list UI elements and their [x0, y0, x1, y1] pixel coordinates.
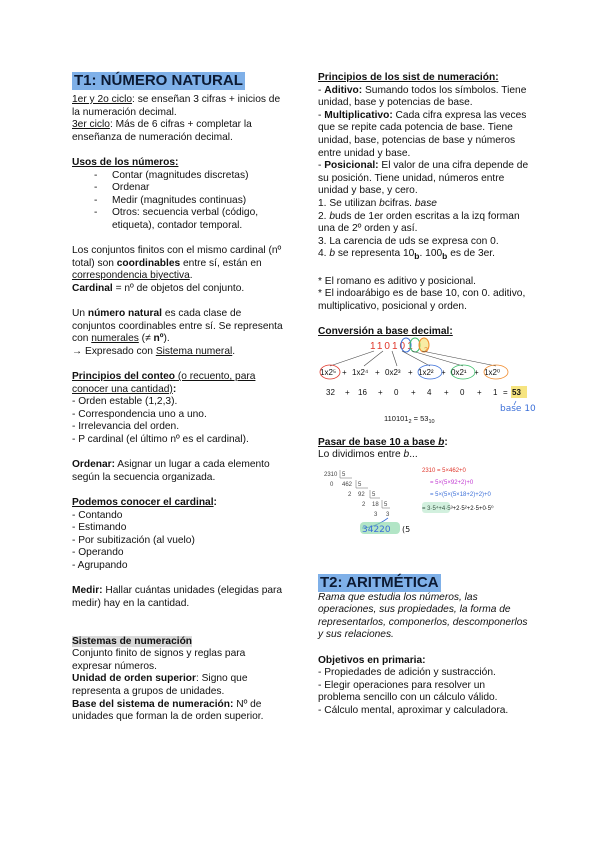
- pasar-heading: [318, 437, 530, 450]
- rule-text: 4.: [318, 248, 330, 260]
- cardinal-item: - Agrupando: [72, 559, 128, 571]
- conteo-heading-sub: (o recuento, para conocer una cantidad): [72, 371, 256, 395]
- pasar-heading-colon: :: [444, 436, 448, 448]
- ordenar-text: Asignar un lugar a cada elemento según la secuencia organizada.: [72, 459, 270, 483]
- conv-term: 1x2⁵: [320, 367, 337, 377]
- conv-connectors: [330, 351, 496, 366]
- cardinal-item: - Estimando: [72, 522, 127, 534]
- usos-item: - Contar (magnitudes discretas): [94, 170, 284, 183]
- rule-text: . 100: [419, 248, 443, 260]
- div-dividend: 2310: [324, 471, 338, 478]
- coord-underlined: correspondencia biyectiva: [72, 270, 190, 282]
- unidad-paragraph: [72, 673, 284, 698]
- nn-text: .: [232, 345, 236, 357]
- posicional-label: Posicional:: [324, 160, 379, 172]
- ciclo1-label: 1er y 2o ciclo: [72, 94, 133, 105]
- conteo-item: - Irrelevancia del orden.: [72, 421, 180, 433]
- posicional-text: El valor de una cifra depende de su posición. Tiene unidad, números entre unidad y base, y cero.: [318, 160, 529, 197]
- div-eq-line: = 5×(5×(5×18+2)+2)+0: [430, 491, 491, 498]
- posicional-rule-2: [318, 211, 530, 236]
- principios-heading: Principios de los sist de numeración:: [318, 72, 499, 83]
- base-text: Nº de unidades que forman la de orden superior.: [72, 698, 264, 723]
- base-bold: Base del sistema de numeración:: [72, 698, 234, 710]
- medir-text: Hallar cuántas unidades (elegidas para medir) hay en la cantidad.: [72, 585, 283, 609]
- multiplicativo-text: Cada cifra expresa las veces que se repite cada potencia de base. Tiene unidad, base, potencias de base y números entre unidad y base.: [318, 109, 527, 159]
- nn-arrow-text: → Expresado con: [72, 345, 156, 357]
- t1-title: T1: NÚMERO NATURAL: [74, 72, 243, 89]
- t2-title: T2: ARITMÉTICA: [320, 573, 439, 591]
- pasar-heading-text: Pasar de base 10 a base: [318, 436, 439, 448]
- div-remainder: 3: [374, 511, 378, 518]
- objetivo-item: - Propiedades de adición y sustracción.: [318, 667, 496, 679]
- ordenar-bold: Ordenar:: [72, 459, 116, 471]
- cardinal-text: = nº de objetos del conjunto.: [112, 282, 245, 294]
- conversion-diagram: [318, 339, 536, 427]
- conv-plus: +: [342, 367, 347, 377]
- ciclo1-text: : se enseñan 3 cifras + inicios de la numeración decimal.: [72, 94, 281, 118]
- conv-value: 16: [358, 387, 367, 397]
- conv-value: 4: [427, 387, 432, 397]
- numero-natural-arrow-line: [72, 346, 284, 359]
- conv-plus: +: [411, 387, 416, 397]
- posicional-rule-3: 3. La carencia de uds se expresa con 0.: [318, 235, 499, 247]
- div-divisor: 5: [358, 481, 362, 488]
- conteo-heading-bold: Principios del conteo: [72, 371, 176, 383]
- ciclo3-label: 3er ciclo: [72, 119, 110, 131]
- coordinables-paragraph: [72, 245, 284, 283]
- ciclo3-paragraph: [72, 119, 284, 144]
- pasar-text-italic: b: [403, 449, 410, 461]
- coord-text: entre sí, están en: [180, 257, 262, 269]
- div-eq-line: = 3·5⁴+4·5³+2·5²+2·5+0·5⁰: [422, 505, 494, 512]
- pasar-heading-italic: b: [438, 436, 445, 448]
- conv-circle: [419, 338, 429, 352]
- rule-text: uds de 1er orden escritas a la izq forman una de 2º orden y así.: [318, 210, 520, 235]
- aditivo-text: Sumando todos los símbolos. Tiene unidad, base y potencias de base.: [318, 84, 527, 109]
- nn-text: es cada clase de conjuntos coordinables entre sí. Se representa con: [72, 308, 283, 345]
- coord-text: .: [189, 270, 193, 282]
- div-eq-line: 2310 = 5×462+0: [422, 467, 466, 474]
- conteo-heading: [72, 371, 284, 396]
- div-eq-highlight: [422, 502, 450, 513]
- rule-text: cifras.: [384, 197, 415, 209]
- conv-formula: $110101_2 = 53_{10}$: [384, 413, 435, 425]
- conteo-item: - P cardinal (el último nº es el cardinal).: [72, 434, 249, 446]
- sistemas-heading: [72, 636, 284, 649]
- base-paragraph: [72, 699, 284, 724]
- note-indoarabigo: * El indoarábigo es de base 10, con 0. aditivo, multiplicativo, posicional y orden.: [318, 288, 526, 312]
- usos-list: [72, 170, 284, 233]
- ciclo1-paragraph: [72, 94, 284, 119]
- conv-base-note: base 10: [500, 403, 536, 414]
- left-column: [72, 72, 284, 724]
- conteo-colon: :: [172, 383, 177, 395]
- cardinal-bold: Cardinal: [72, 282, 113, 294]
- conv-term: 1x2⁰: [484, 367, 501, 377]
- usos-heading: Usos de los números:: [72, 156, 179, 168]
- cardinal-heading-colon: :: [213, 497, 217, 508]
- usos-item: - Medir (magnitudes continuas): [94, 195, 284, 208]
- div-quotient: 92: [358, 491, 365, 498]
- conv-term: 0x2³: [385, 367, 401, 377]
- medir-bold: Medir:: [72, 585, 103, 597]
- conv-plus: +: [441, 367, 446, 377]
- coord-text: Los conjuntos finitos con el mismo cardinal (nº total) son: [72, 245, 282, 269]
- div-divisor: 5: [342, 471, 346, 478]
- nn-text: ).: [163, 333, 170, 345]
- conv-value: 1: [493, 387, 498, 397]
- conv-value: 0: [460, 387, 465, 397]
- nn-text: Un: [72, 308, 88, 320]
- cardinal-item: - Contando: [72, 509, 123, 521]
- conv-plus: +: [375, 367, 380, 377]
- posicional-paragraph: - Posicional: El valor de una cifra depende de su posición. Tiene unidad, números entre unidad y base, y cero.: [318, 160, 529, 197]
- div-remainder: 2: [348, 491, 352, 498]
- numero-natural-paragraph: [72, 308, 284, 346]
- conv-value: 32: [326, 387, 335, 397]
- medir-paragraph: [72, 585, 284, 610]
- note-romano: * El romano es aditivo y posicional.: [318, 275, 476, 287]
- conv-plus: +: [444, 387, 449, 397]
- conv-plus: +: [345, 387, 350, 397]
- rule-subscript: b: [414, 251, 420, 262]
- div-divisor: 5: [384, 501, 388, 508]
- coord-bold: coordinables: [116, 257, 181, 269]
- conv-plus: +: [474, 367, 479, 377]
- aditivo-label: Aditivo:: [324, 84, 363, 96]
- rule-text: 1. Se utilizan: [318, 197, 380, 209]
- objetivo-item: - Elegir operaciones para resolver un problema sencillo con un cálculo válido.: [318, 679, 498, 704]
- nn-underlined: numerales: [91, 333, 139, 345]
- div-result: 34220: [362, 524, 391, 535]
- multiplicativo-label: Multiplicativo:: [324, 109, 393, 121]
- ciclo3-text: : Más de 6 cifras + completar la enseñanza de numeración decimal.: [72, 119, 252, 143]
- conversion-heading: Conversión a base decimal:: [318, 325, 453, 337]
- rule-italic: base: [414, 197, 437, 209]
- unidad-bold: Unidad de orden superior: [72, 673, 196, 685]
- objetivo-item: - Cálculo mental, aproximar y calculadora.: [318, 705, 509, 717]
- rule-italic: b: [379, 197, 385, 209]
- sistemas-heading-text: Sistemas de numeración: [72, 635, 193, 647]
- unidad-text: : Signo que representa a grupos de unidades.: [72, 673, 248, 697]
- div-result-base: (5: [402, 524, 411, 534]
- ordenar-paragraph: [72, 459, 284, 484]
- conv-term: 1x2²: [418, 367, 434, 377]
- cardinal-heading-text: Podemos conocer el cardinal: [72, 497, 214, 508]
- rule-italic: b: [329, 210, 335, 222]
- div-eq-line: = 5×(5×92+2)+0: [430, 479, 474, 486]
- posicional-rule-1: [318, 198, 530, 211]
- conv-plus: +: [408, 367, 413, 377]
- cardinal-item: - Operando: [72, 547, 124, 559]
- cardinal-paragraph: [72, 283, 284, 296]
- conteo-item: - Correspondencia uno a uno.: [72, 408, 207, 420]
- div-quotient: 18: [372, 501, 379, 508]
- conv-digits: 110101: [370, 340, 415, 352]
- rule-text: se representa 10: [335, 248, 415, 260]
- nn-bold: nº: [153, 333, 164, 345]
- right-column: [318, 72, 536, 718]
- rule-italic: b: [329, 248, 335, 260]
- posicional-rule-4: [318, 248, 530, 263]
- nn-underlined: Sistema numeral: [155, 345, 233, 357]
- sistemas-definition: Conjunto finito de signos y reglas para expresar números.: [72, 648, 246, 672]
- div-quotient: 3: [386, 511, 390, 518]
- objetivos-heading: Objetivos en primaria:: [318, 654, 426, 666]
- div-remainder: 2: [362, 501, 366, 508]
- rule-subscript: b: [442, 251, 448, 262]
- nn-bold: número natural: [87, 308, 163, 320]
- nn-text: (≠: [138, 333, 154, 345]
- conv-plus: +: [378, 387, 383, 397]
- pasar-text: [318, 449, 530, 462]
- conv-value: 0: [394, 387, 399, 397]
- cardinal-heading: [72, 497, 284, 510]
- conv-term: 1x2⁴: [352, 367, 369, 377]
- usos-item: - Otros: secuencia verbal (código, etiqueta), contador temporal.: [94, 207, 284, 232]
- pasar-text-c: ...: [409, 449, 418, 461]
- t2-definition: Rama que estudia los números, las operaciones, sus propiedades, la forma de representarlos, componerlos, descomponerlos y sus relaciones.: [318, 591, 528, 641]
- div-remainder: 0: [330, 481, 334, 488]
- conv-result: 53: [512, 387, 521, 397]
- division-diagram: [318, 462, 530, 540]
- rule-text: es de 3er.: [447, 248, 495, 260]
- rule-text: 2.: [318, 210, 330, 222]
- aditivo-paragraph: - Aditivo: Sumando todos los símbolos. Tiene unidad, base y potencias de base.: [318, 84, 527, 109]
- conv-equals: =: [503, 387, 508, 397]
- div-quotient: 462: [342, 481, 353, 488]
- pasar-text-a: Lo dividimos entre: [318, 449, 404, 461]
- conteo-item: - Orden estable (1,2,3).: [72, 396, 178, 408]
- multiplicativo-paragraph: - Multiplicativo: Cada cifra expresa las veces que se repite cada potencia de base. Tiene unidad, base, potencias de base y números entre unidad y base.: [318, 109, 527, 159]
- cardinal-item: - Por subitización (al vuelo): [72, 534, 195, 546]
- div-divisor: 5: [372, 491, 376, 498]
- conv-plus: +: [477, 387, 482, 397]
- conv-term: 0x2¹: [451, 367, 467, 377]
- usos-item: - Ordenar: [94, 182, 284, 195]
